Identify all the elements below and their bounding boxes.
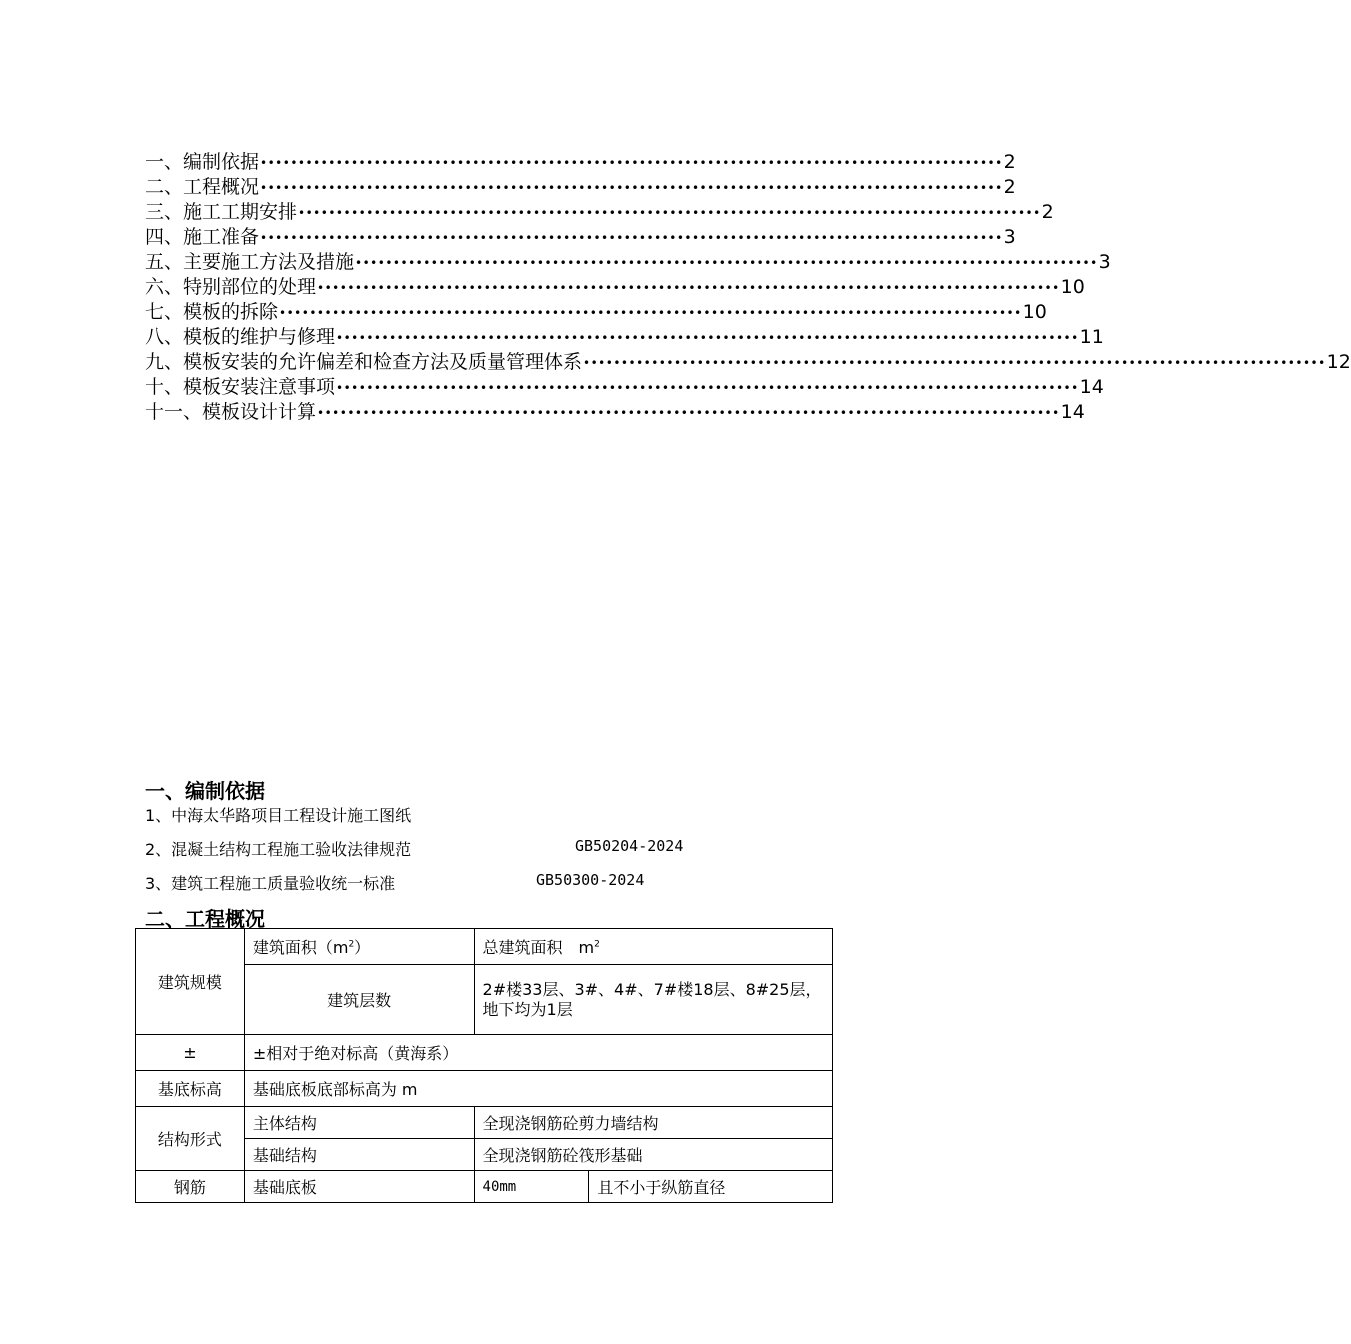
reference-code: GB50204-2024 [575, 837, 684, 855]
toc-entry-page: 10 [1060, 276, 1085, 298]
toc-entry[interactable] [145, 350, 1351, 375]
toc-entry-title: 七、模板的拆除 [145, 301, 279, 323]
toc-entry[interactable] [145, 275, 1085, 300]
toc-entry-title: 十一、模板设计计算 [145, 401, 317, 423]
section-heading: 一、编制依据 [145, 779, 265, 803]
toc-entry-page: 12 [1326, 351, 1351, 373]
main-structure-value: 全现浇钢筋砼剪力墙结构 [474, 1107, 832, 1139]
toc-entry-title: 一、编制依据 [145, 151, 260, 173]
toc-leader-dots: •••••••••••••••••••••••••••••••••••••••••••••••••••••••••••••••••••••••••••••••••••••••••••••••••• [317, 281, 1060, 295]
toc-entry-page: 10 [1022, 301, 1047, 323]
base-elevation-label: 基底标高 [136, 1071, 245, 1107]
toc-leader-dots: •••••••••••••••••••••••••••••••••••••••••••••••••••••••••••••••••••••••••••••••••••••••••••••••••• [298, 206, 1041, 220]
structure-label: 结构形式 [136, 1107, 245, 1171]
toc-entry[interactable] [145, 300, 1047, 325]
reference-text: 2、混凝土结构工程施工验收法律规范 [145, 840, 412, 859]
reference-item [145, 837, 745, 860]
floors-value: 2#楼33层、3#、4#、7#楼18层、8#25层，地下均为1层 [474, 965, 832, 1035]
toc-leader-dots: •••••••••••••••••••••••••••••••••••••••••••••••••••••••••••••••••••••••••••••••••••••••••••••••••• [260, 231, 1003, 245]
reference-text: 1、中海太华路项目工程设计施工图纸 [145, 806, 412, 825]
reference-text: 3、建筑工程施工质量验收统一标准 [145, 874, 396, 893]
toc-entry-page: 2 [1003, 151, 1016, 173]
toc-entry[interactable] [145, 175, 1016, 200]
rebar-item: 基础底板 [244, 1171, 474, 1203]
toc-entry[interactable] [145, 375, 1104, 400]
main-structure-label: 主体结构 [244, 1107, 474, 1139]
toc-leader-dots: •••••••••••••••••••••••••••••••••••••••••••••••••••••••••••••••••••••••••••••••••••••••••••••••••• [260, 181, 1003, 195]
rebar-label: 钢筋 [136, 1171, 245, 1203]
reference-item [145, 803, 745, 826]
toc-entry-page: 2 [1003, 176, 1016, 198]
project-overview-table [135, 928, 833, 1203]
table-of-contents [145, 150, 1351, 425]
toc-leader-dots: •••••••••••••••••••••••••••••••••••••••••••••••••••••••••••••••••••••••••••••••••••••••••••••••••• [336, 381, 1079, 395]
section-heading: 二、工程概况 [145, 907, 265, 931]
toc-leader-dots: •••••••••••••••••••••••••••••••••••••••••••••••••••••••••••••••••••••••••••••••••••••••••••••••••• [336, 331, 1079, 345]
toc-entry-page: 14 [1079, 376, 1104, 398]
toc-entry-page: 14 [1060, 401, 1085, 423]
toc-entry-title: 十、模板安装注意事项 [145, 376, 336, 398]
toc-entry-title: 四、施工准备 [145, 226, 260, 248]
reference-code: GB50300-2024 [536, 871, 645, 889]
toc-entry[interactable] [145, 325, 1104, 350]
toc-entry-title: 九、模板安装的允许偏差和检查方法及质量管理体系 [145, 351, 583, 373]
toc-entry-page: 3 [1098, 251, 1111, 273]
pm-value: ±相对于绝对标高（黄海系） [244, 1035, 832, 1071]
area-label: 建筑面积$(m^2)$ [244, 929, 474, 965]
toc-entry-title: 二、工程概况 [145, 176, 260, 198]
foundation-structure-label: 基础结构 [244, 1139, 474, 1171]
foundation-structure-value: 全现浇钢筋砼筏形基础 [474, 1139, 832, 1171]
toc-leader-dots: •••••••••••••••••••••••••••••••••••••••••••••••••••••••••••••••••••••••••••••••••••••••••••••••••• [279, 306, 1022, 320]
toc-leader-dots: •••••••••••••••••••••••••••••••••••••••••••••••••••••••••••••••••••••••••••••••••••••••••••••••••• [583, 356, 1326, 370]
toc-entry-title: 五、主要施工方法及措施 [145, 251, 355, 273]
scale-label: 建筑规模 [136, 929, 245, 1035]
toc-entry-page: 11 [1079, 326, 1104, 348]
toc-entry-title: 三、施工工期安排 [145, 201, 298, 223]
toc-leader-dots: •••••••••••••••••••••••••••••••••••••••••••••••••••••••••••••••••••••••••••••••••••••••••••••••••• [355, 256, 1098, 270]
toc-entry-page: 2 [1041, 201, 1054, 223]
reference-item [145, 871, 745, 894]
toc-leader-dots: •••••••••••••••••••••••••••••••••••••••••••••••••••••••••••••••••••••••••••••••••••••••••••••••••• [317, 406, 1060, 420]
floors-label: 建筑层数 [244, 965, 474, 1035]
toc-entry[interactable] [145, 225, 1016, 250]
toc-entry[interactable] [145, 150, 1016, 175]
toc-entry-title: 八、模板的维护与修理 [145, 326, 336, 348]
toc-entry-title: 六、特别部位的处理 [145, 276, 317, 298]
rebar-note: 且不小于纵筋直径 [589, 1171, 833, 1203]
pm-label: ± [136, 1035, 245, 1071]
rebar-cover: 40mm [474, 1171, 589, 1203]
toc-entry[interactable] [145, 200, 1054, 225]
toc-entry[interactable] [145, 250, 1111, 275]
total-area: 总建筑面积 $m^2$ [474, 929, 832, 965]
toc-entry-page: 3 [1003, 226, 1016, 248]
toc-leader-dots: •••••••••••••••••••••••••••••••••••••••••••••••••••••••••••••••••••••••••••••••••••••••••••••••••• [260, 156, 1003, 170]
base-elevation-value: 基础底板底部标高为 m [244, 1071, 832, 1107]
toc-entry[interactable] [145, 400, 1085, 425]
